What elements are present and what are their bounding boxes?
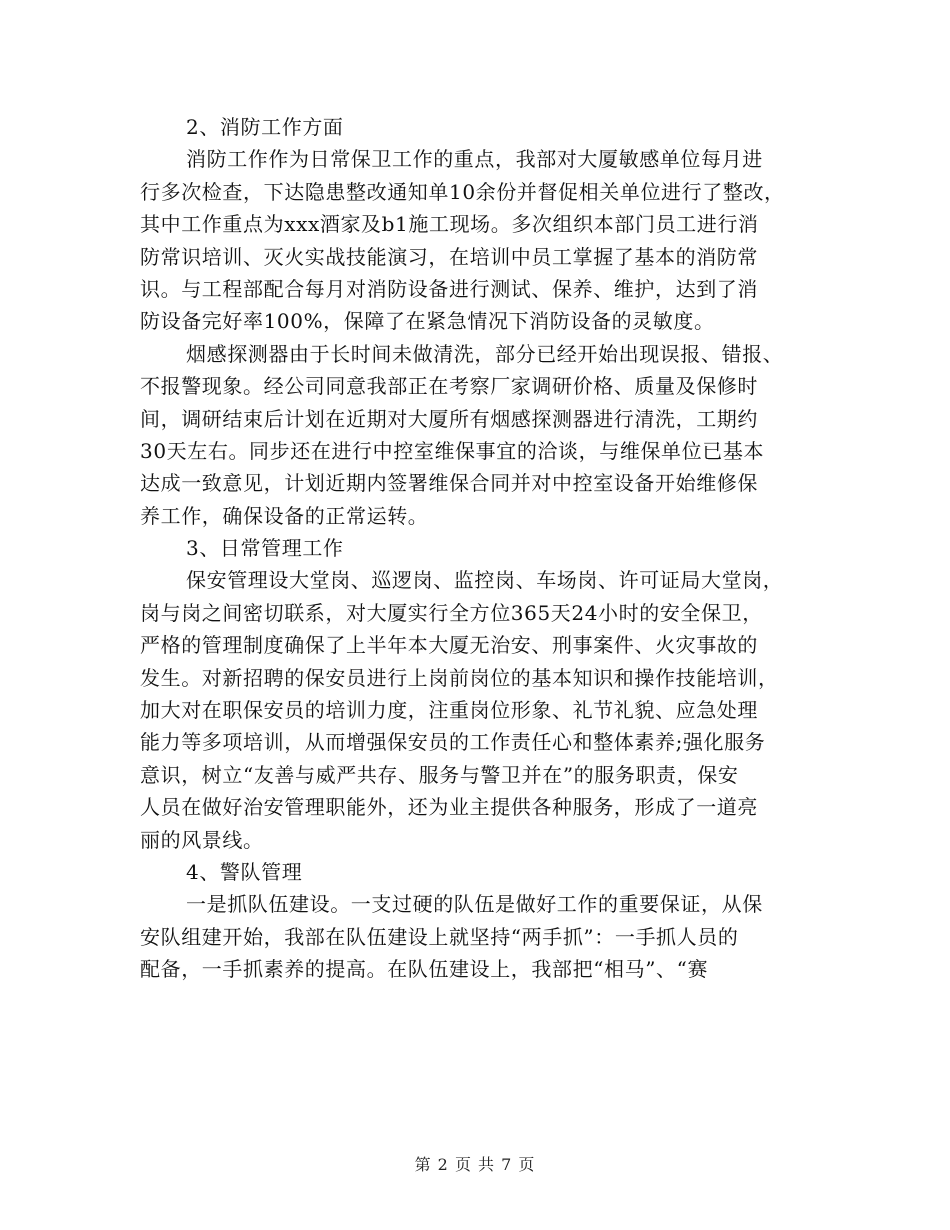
text-line: 加大对在职保安员的培训力度，注重岗位形象、礼节礼貌、应急处理 xyxy=(140,698,758,723)
text-line: 其中工作重点为xxx酒家及b1施工现场。多次组织本部门员工进行消 xyxy=(140,212,759,237)
text-line: 行多次检查，下达隐患整改通知单10余份并督促相关单位进行了整改， xyxy=(140,179,785,204)
text-line: 消防工作作为日常保卫工作的重点，我部对大厦敏感单位每月进 xyxy=(186,147,763,172)
document-body xyxy=(140,111,810,986)
text-line: 防设备完好率100%，保障了在紧急情况下消防设备的灵敏度。 xyxy=(140,309,715,334)
text-line: 不报警现象。经公司同意我部正在考察厂家调研价格、质量及保修时 xyxy=(140,374,758,399)
text-line: 意识，树立“友善与威严共存、服务与警卫并在”的服务职责，保安 xyxy=(140,762,739,787)
text-line: 丽的风景线。 xyxy=(140,827,264,852)
text-line: 2、消防工作方面 xyxy=(186,115,344,139)
text-line: 岗与岗之间密切联系，对大厦实行全方位365天24小时的安全保卫， xyxy=(140,600,763,625)
text-line: 识。与工程部配合每月对消防设备进行测试、保养、维护，达到了消 xyxy=(140,276,758,301)
text-line: 30天左右。同步还在进行中控室维保事宜的洽谈，与维保单位已基本 xyxy=(140,438,765,463)
text-line: 烟感探测器由于长时间未做清洗，部分已经开始出现误报、错报、 xyxy=(186,341,784,366)
text-line: 人员在做好治安管理职能外，还为业主提供各种服务，形成了一道亮 xyxy=(140,795,758,820)
text-line: 4、警队管理 xyxy=(186,859,303,884)
text-line: 安队组建开始，我部在队伍建设上就坚持“两手抓”：一手抓人员的 xyxy=(140,924,739,949)
text-line: 一是抓队伍建设。一支过硬的队伍是做好工作的重要保证，从保 xyxy=(186,892,763,917)
text-line: 保安管理设大堂岗、巡逻岗、监控岗、车场岗、许可证局大堂岗， xyxy=(186,568,784,593)
text-line: 发生。对新招聘的保安员进行上岗前岗位的基本知识和操作技能培训， xyxy=(140,665,779,690)
text-line: 配备，一手抓素养的提高。在队伍建设上，我部把“相马”、“赛 xyxy=(140,957,709,982)
text-line: 达成一致意见，计划近期内签署维保合同并对中控室设备开始维修保 xyxy=(140,471,758,496)
text-line: 间，调研结束后计划在近期对大厦所有烟感探测器进行清洗，工期约 xyxy=(140,406,758,431)
text-line: 养工作，确保设备的正常运转。 xyxy=(140,503,429,528)
text-line: 3、日常管理工作 xyxy=(186,536,344,561)
page-footer: 第 2 页 共 7 页 xyxy=(414,1155,536,1174)
text-line: 防常识培训、灭火实战技能演习，在培训中员工掌握了基本的消防常 xyxy=(140,244,758,269)
text-line: 能力等多项培训，从而增强保安员的工作责任心和整体素养;强化服务 xyxy=(140,730,766,755)
text-line: 严格的管理制度确保了上半年本大厦无治安、刑事案件、火灾事故的 xyxy=(140,633,758,658)
